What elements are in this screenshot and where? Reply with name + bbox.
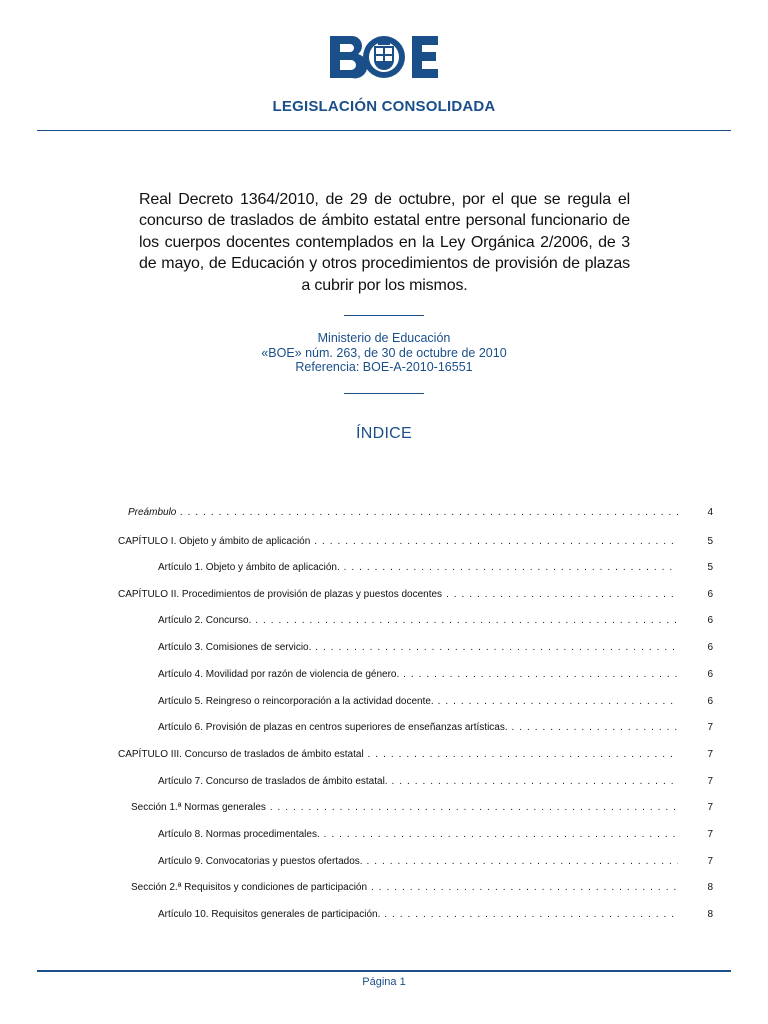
footer-divider [37, 970, 731, 972]
toc-entry-page: 6 [707, 642, 713, 653]
toc-entry-label: CAPÍTULO I. Objeto y ámbito de aplicación . . . [118, 535, 678, 549]
toc-entry-leader [118, 748, 678, 762]
toc-entry-leader [158, 561, 678, 575]
ministry-name: Ministerio de Educación [317, 331, 451, 345]
document-metadata [0, 331, 768, 375]
toc-entry[interactable] [0, 614, 768, 628]
toc-entry[interactable] [0, 828, 768, 842]
toc-entry-label: Artículo 6. Provisión de plazas en centros superiores de enseñanzas artísticas. . . . [158, 721, 678, 735]
toc-entry-label: Artículo 2. Concurso. . . . [158, 614, 678, 628]
document-title: Real Decreto 1364/2010, de 29 de octubre, por el que se regula el concurso de traslados de ámbito estatal entre personal funcionario de los cuerpos docentes contemplados en la Ley Orgánica 2/2006, de 3 de mayo, de Educación y otros procedimientos de provisión de plazas a cubrir por los mismos. [139, 191, 630, 294]
toc-entry-page: 7 [707, 722, 713, 733]
toc-entry-page: 8 [707, 909, 713, 920]
toc-entry-page: 8 [707, 882, 713, 893]
toc-entry-label: Artículo 8. Normas procedimentales. . . . [158, 828, 678, 842]
toc-entry[interactable] [0, 561, 768, 575]
toc-entry[interactable] [0, 641, 768, 655]
toc-entry-label: Artículo 9. Convocatorias y puestos ofertados. . . . [158, 855, 678, 869]
toc-entry[interactable] [0, 506, 768, 520]
toc-entry-page: 7 [707, 802, 713, 813]
header-title: LEGISLACIÓN CONSOLIDADA [272, 98, 496, 115]
toc-entry-leader [158, 668, 678, 682]
toc-entry-label: Sección 2.ª Requisitos y condiciones de participación . . . [131, 881, 678, 895]
toc-entry-leader [158, 641, 678, 655]
toc-entry[interactable] [0, 748, 768, 762]
toc-entry-leader [158, 775, 678, 789]
header-divider [37, 130, 731, 131]
toc-entry[interactable] [0, 668, 768, 682]
toc-entry-leader [158, 721, 678, 735]
toc-entry-page: 6 [707, 589, 713, 600]
toc-entry-page: 5 [707, 536, 713, 547]
boe-logo [328, 34, 440, 80]
toc-entry-page: 4 [707, 507, 713, 518]
toc-entry-label: Preámbulo . . . [128, 506, 678, 520]
toc-entry[interactable] [0, 721, 768, 735]
toc-entry[interactable] [0, 855, 768, 869]
toc-entry-label: Artículo 7. Concurso de traslados de ámbito estatal. . . . [158, 775, 678, 789]
toc-entry-label: Artículo 5. Reingreso o reincorporación a la actividad docente. . . . [158, 695, 678, 709]
toc-entry-page: 6 [707, 615, 713, 626]
document-reference: Referencia: BOE-A-2010-16551 [295, 360, 473, 375]
toc-entry-leader [158, 908, 678, 922]
toc-entry-label: Artículo 10. Requisitos generales de participación. . . . [158, 908, 678, 922]
toc-entry-leader [158, 614, 678, 628]
toc-entry-leader [158, 828, 678, 842]
toc-entry-page: 7 [707, 749, 713, 760]
toc-entry-page: 6 [707, 669, 713, 680]
toc-entry-page: 5 [707, 562, 713, 573]
toc-entry-label: Artículo 1. Objeto y ámbito de aplicación. . . . [158, 561, 678, 575]
title-divider [344, 315, 424, 316]
toc-entry-label: CAPÍTULO III. Concurso de traslados de ámbito estatal . . . [118, 748, 678, 762]
toc-entry-page: 7 [707, 856, 713, 867]
toc-entry[interactable] [0, 588, 768, 602]
toc-entry-leader [118, 588, 678, 602]
toc-entry-page: 7 [707, 829, 713, 840]
toc-entry[interactable] [0, 881, 768, 895]
toc-entry[interactable] [0, 775, 768, 789]
toc-entry-label: Sección 1.ª Normas generales . . . [131, 801, 678, 815]
toc-entry[interactable] [0, 695, 768, 709]
toc-entry-leader [158, 855, 678, 869]
page-number: Página 1 [362, 976, 406, 988]
toc-entry-leader [131, 881, 678, 895]
toc-entry[interactable] [0, 801, 768, 815]
toc-entry-page: 6 [707, 696, 713, 707]
toc-entry-label: CAPÍTULO II. Procedimientos de provisión de plazas y puestos docentes . . . [118, 588, 678, 602]
metadata-divider [344, 393, 424, 394]
toc-entry-leader [158, 695, 678, 709]
toc-entry-label: Artículo 3. Comisiones de servicio. . . . [158, 641, 678, 655]
toc-entry[interactable] [0, 535, 768, 549]
index-heading: ÍNDICE [355, 425, 413, 442]
toc-entry-page: 7 [707, 776, 713, 787]
toc-entry-leader [131, 801, 678, 815]
toc-entry-leader [118, 535, 678, 549]
boe-reference: «BOE» núm. 263, de 30 de octubre de 2010 [261, 345, 507, 360]
toc-entry-leader [128, 506, 678, 520]
toc-entry[interactable] [0, 908, 768, 922]
toc-entry-label: Artículo 4. Movilidad por razón de violencia de género. . . . [158, 668, 678, 682]
